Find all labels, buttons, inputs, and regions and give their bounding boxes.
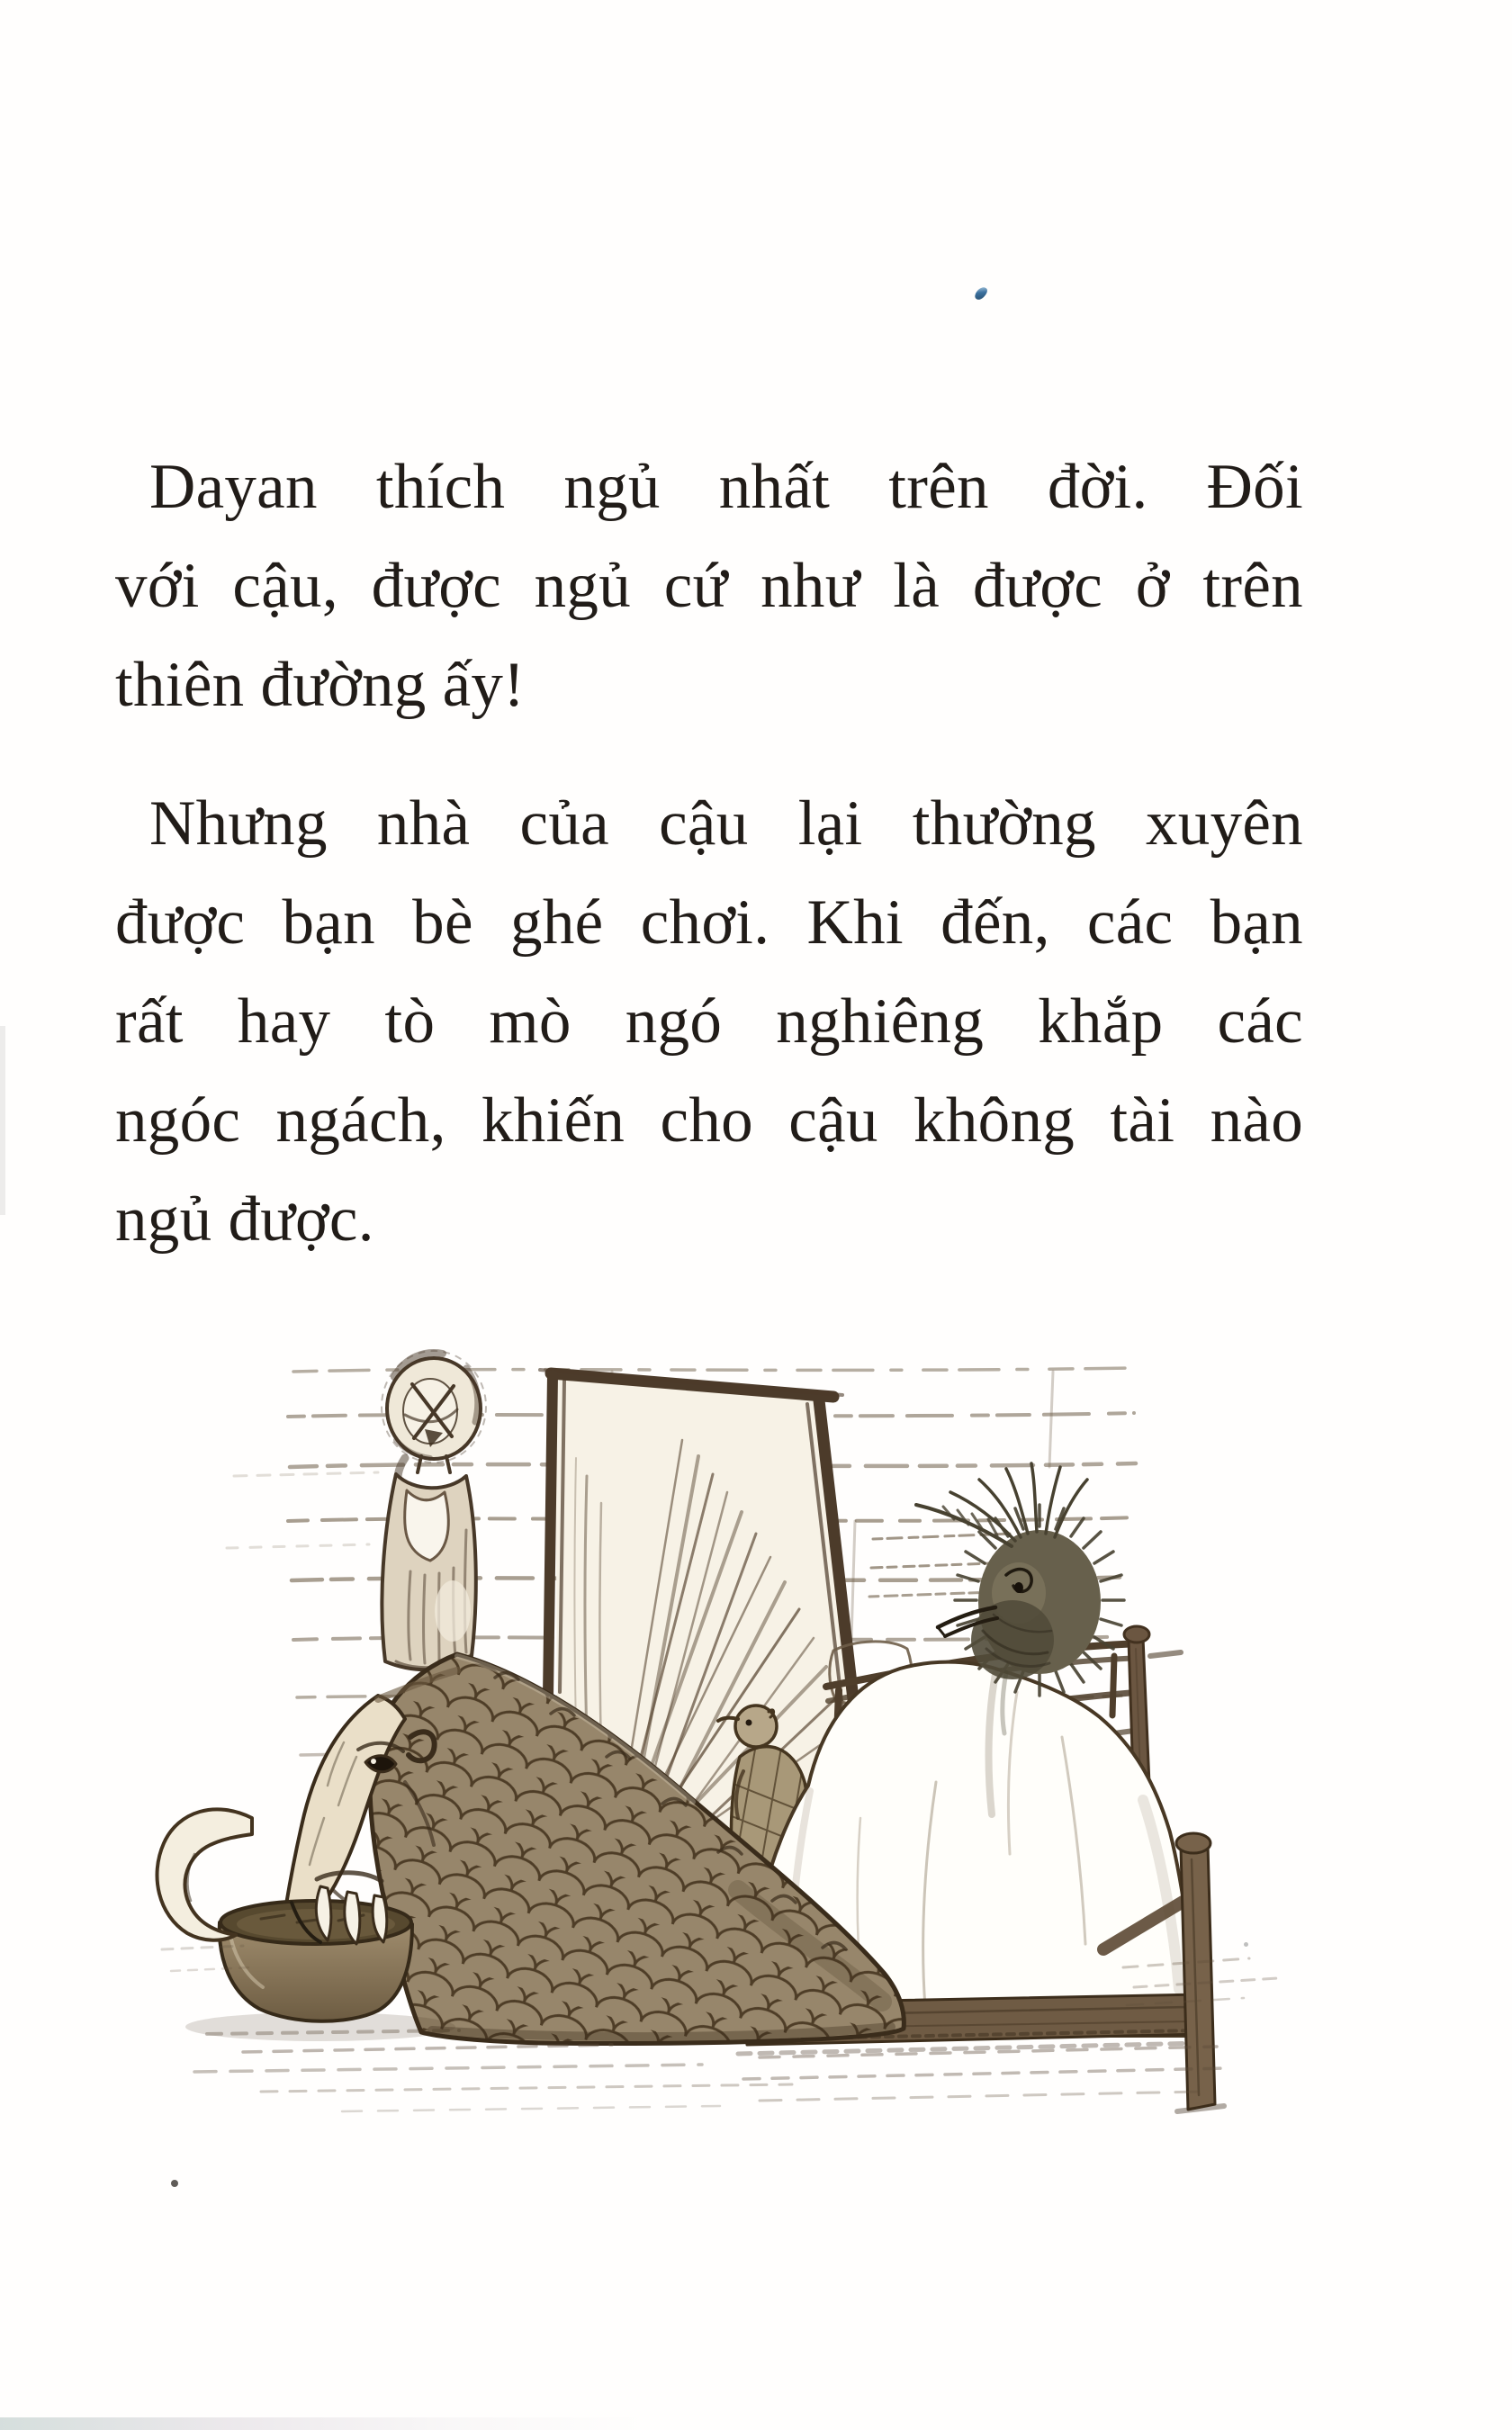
paragraph-2 <box>115 774 1303 1269</box>
text-line: thiên đường ấy! <box>115 650 526 720</box>
small-dot <box>1244 1942 1248 1947</box>
text-line: được bạn bè ghé chơi. Khi đến, các bạn <box>115 887 1303 958</box>
rag-doll <box>382 1351 486 1670</box>
illustration-drawing <box>108 1314 1422 2214</box>
page-dot <box>171 2180 178 2187</box>
left-edge-smudge <box>0 1026 5 1215</box>
text-line: ngủ được. <box>115 1184 374 1255</box>
bottom-edge-artifact <box>0 2417 648 2430</box>
text-line: với cậu, được ngủ cứ như là được ở trên <box>115 551 1303 621</box>
ink-speck <box>973 285 989 302</box>
story-text <box>115 437 1303 1269</box>
text-line: ngóc ngách, khiến cho cậu không tài nào <box>115 1085 1303 1156</box>
text-line: Dayan thích ngủ nhất trên đời. Đối <box>149 452 1303 522</box>
text-line: Nhưng nhà của cậu lại thường xuyên <box>149 788 1303 859</box>
text-line: rất hay tò mò ngó nghiêng khắp các <box>115 986 1303 1057</box>
paragraph-1 <box>115 437 1303 734</box>
